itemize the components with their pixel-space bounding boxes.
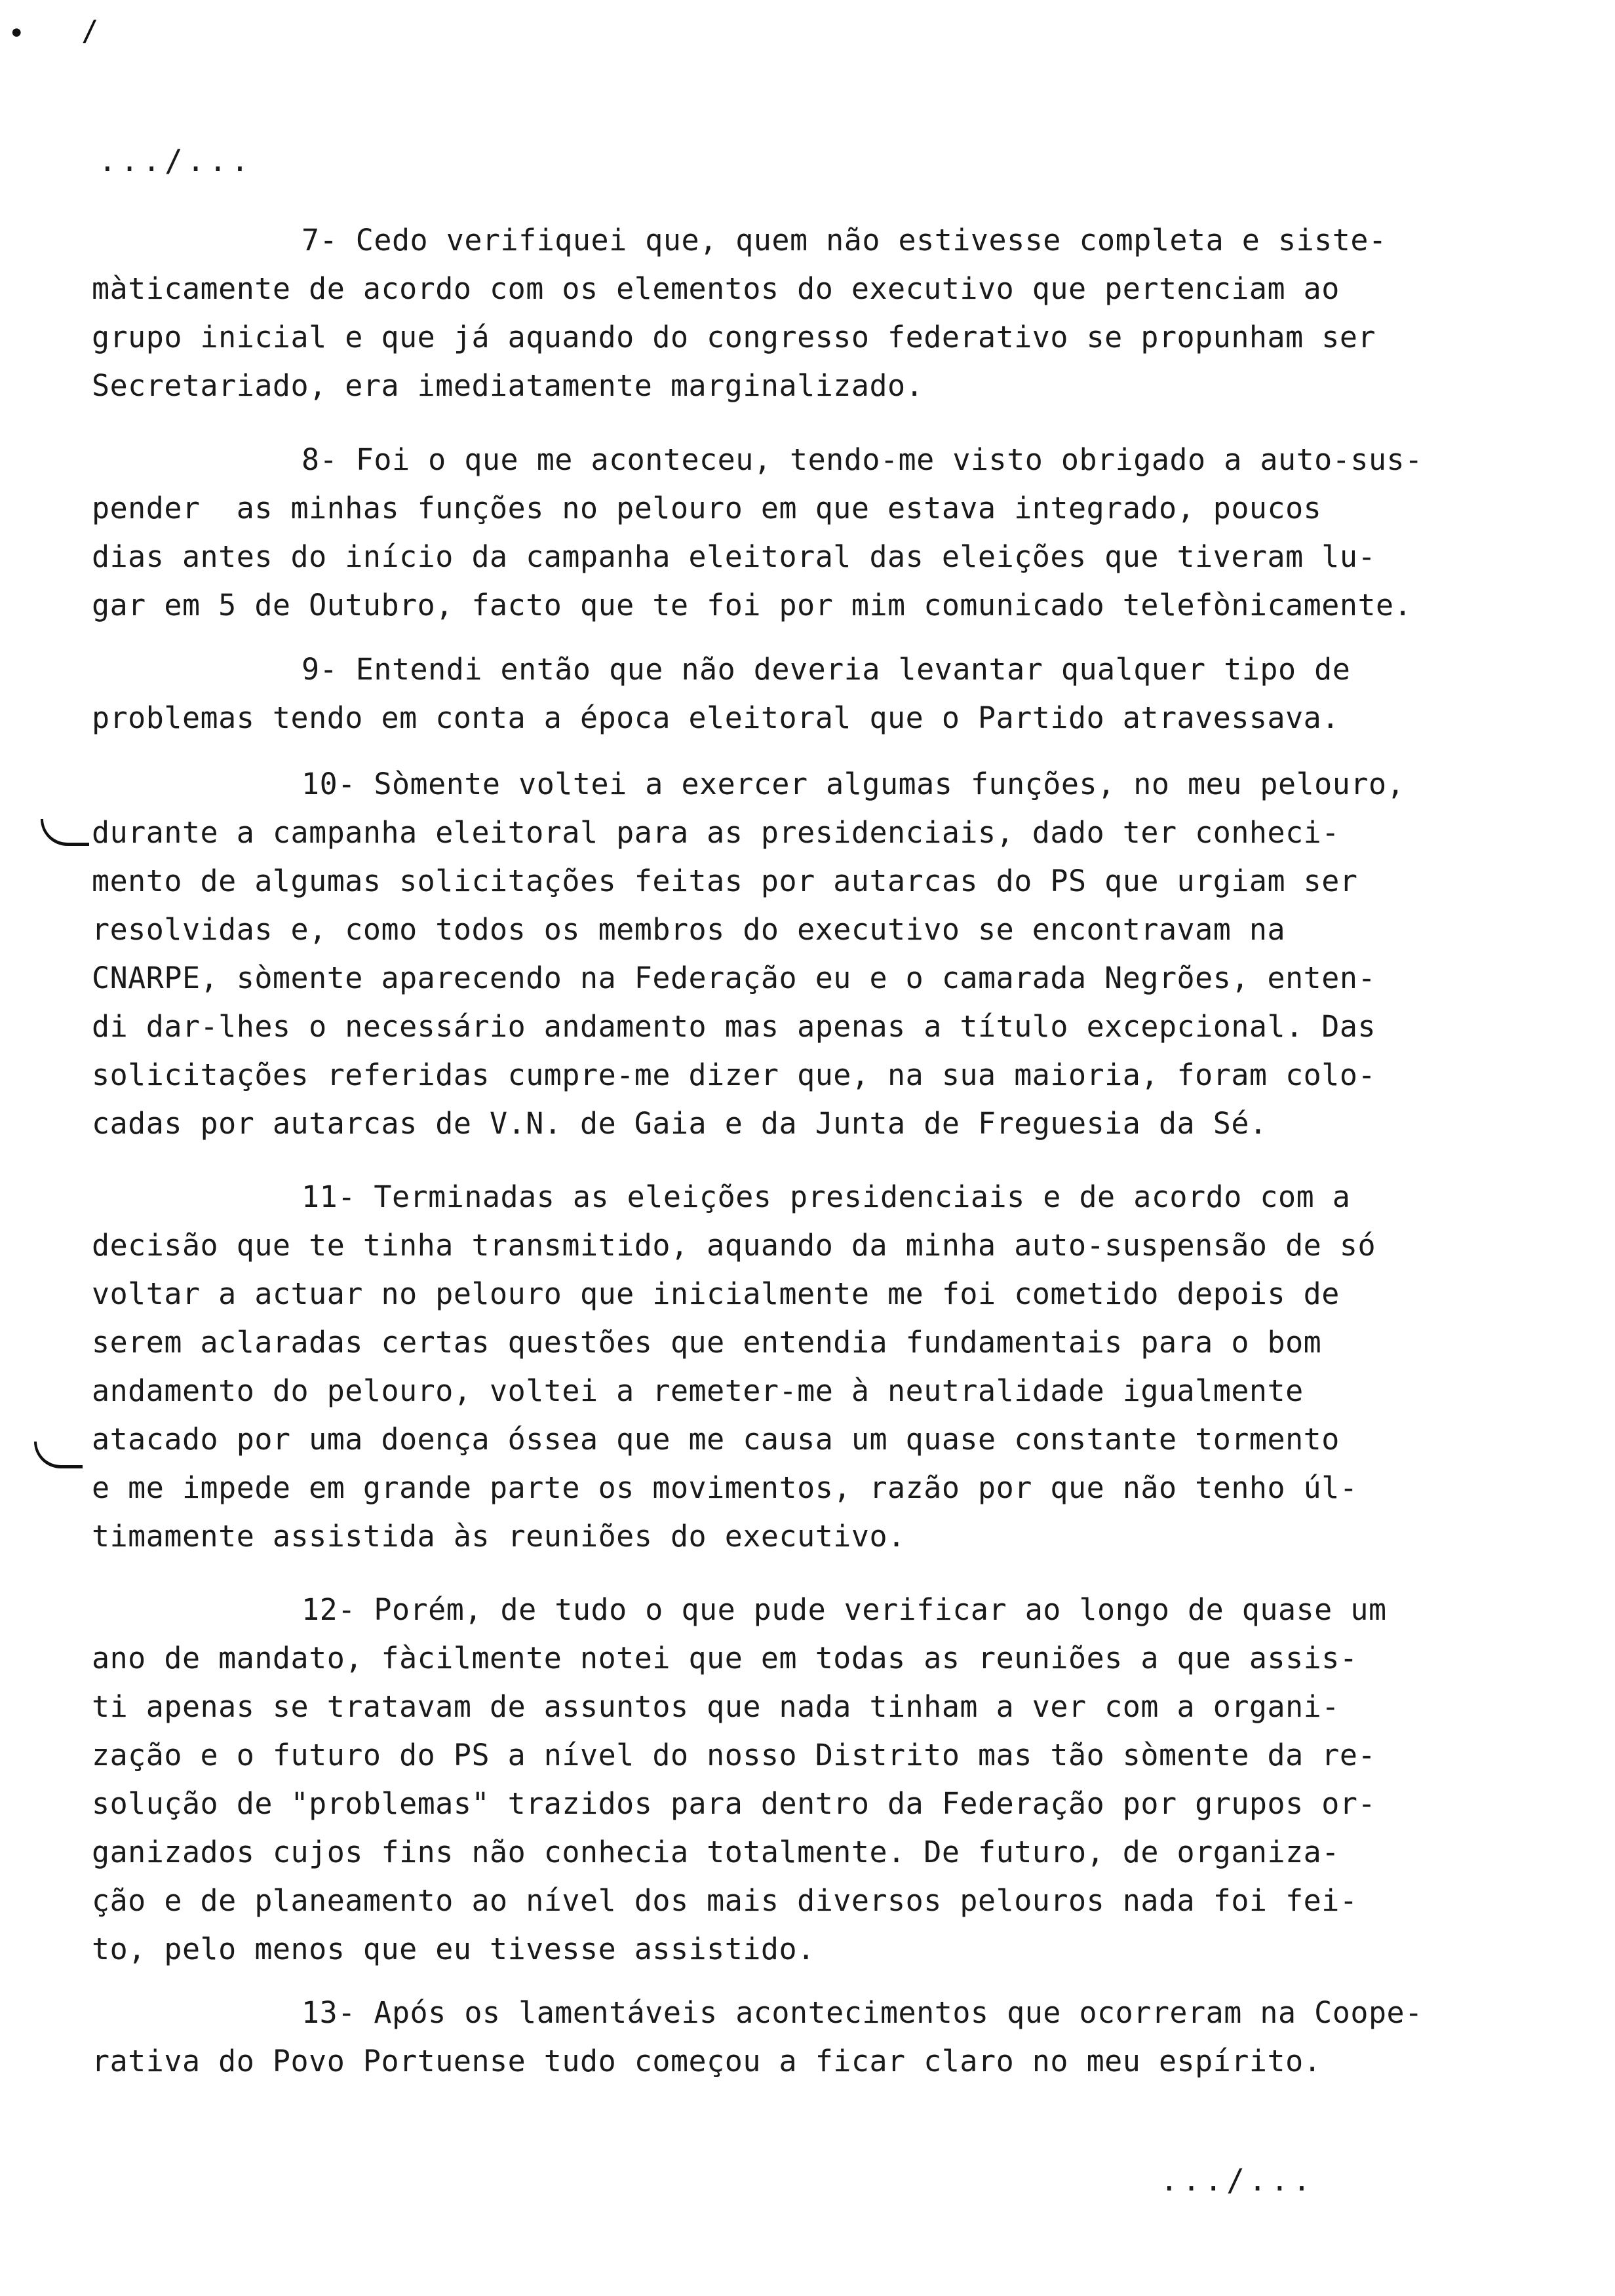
corner-tick-mark: / (81, 14, 99, 48)
text-line: andamento do pelouro, voltei a remeter-me à neutralidade igualmente (92, 1373, 1304, 1408)
text-line: solicitações referidas cumpre-me dizer que, na sua maioria, foram colo- (92, 1058, 1376, 1092)
text-line: Secretariado, era imediatamente marginalizado. (92, 368, 924, 403)
text-line: timamente assistida às reuniões do executivo. (92, 1519, 906, 1554)
text-line: mento de algumas solicitações feitas por autarcas do PS que urgiam ser (92, 864, 1358, 898)
text-line: rativa do Povo Portuense tudo começou a ficar claro no meu espírito. (92, 2044, 1322, 2078)
paragraph-p9 (92, 645, 1534, 742)
continuation-header: .../... (98, 143, 253, 178)
text-line: 8- Foi o que me aconteceu, tendo-me visto obrigado a auto-sus- (302, 442, 1423, 477)
margin-pencil-mark (34, 1442, 83, 1468)
text-line: ano de mandato, fàcilmente notei que em todas as reuniões a que assis- (92, 1641, 1358, 1675)
text-line: ganizados cujos fins não conhecia totalmente. De futuro, de organiza- (92, 1835, 1340, 1869)
paragraph-p7 (92, 216, 1534, 410)
text-line: durante a campanha eleitoral para as presidenciais, dado ter conheci- (92, 815, 1340, 850)
text-line: grupo inicial e que já aquando do congresso federativo se propunham ser (92, 320, 1376, 354)
paragraph-p11 (92, 1173, 1534, 1561)
corner-dot-mark: • (8, 17, 26, 50)
text-line: CNARPE, sòmente aparecendo na Federação eu e o camarada Negrões, enten- (92, 961, 1376, 995)
text-line: gar em 5 de Outubro, facto que te foi por mim comunicado telefònicamente. (92, 588, 1412, 622)
text-line: decisão que te tinha transmitido, aquando da minha auto-suspensão de só (92, 1228, 1376, 1263)
paragraph-p12 (92, 1586, 1534, 1974)
text-line: cadas por autarcas de V.N. de Gaia e da Junta de Freguesia da Sé. (92, 1106, 1268, 1141)
text-line: 7- Cedo verifiquei que, quem não estivesse completa e siste- (302, 223, 1387, 258)
text-line: màticamente de acordo com os elementos do executivo que pertenciam ao (92, 271, 1340, 306)
text-line: di dar-lhes o necessário andamento mas apenas a título excepcional. Das (92, 1009, 1376, 1044)
text-line: atacado por uma doença óssea que me causa um quase constante tormento (92, 1422, 1340, 1457)
text-line: problemas tendo em conta a época eleitoral que o Partido atravessava. (92, 700, 1340, 735)
text-line: ção e de planeamento ao nível dos mais diversos pelouros nada foi fei- (92, 1883, 1358, 1918)
text-line: to, pelo menos que eu tivesse assistido. (92, 1932, 815, 1966)
text-line: pender as minhas funções no pelouro em que estava integrado, poucos (92, 491, 1322, 526)
text-line: 10- Sòmente voltei a exercer algumas funções, no meu pelouro, (302, 767, 1405, 801)
paragraph-p10 (92, 760, 1534, 1148)
margin-pencil-mark (41, 819, 89, 846)
text-line: 12- Porém, de tudo o que pude verificar ao longo de quase um (302, 1592, 1387, 1627)
continuation-footer: .../... (1160, 2162, 1315, 2198)
text-line: 13- Após os lamentáveis acontecimentos que ocorreram na Coope- (302, 1995, 1423, 2030)
text-line: voltar a actuar no pelouro que inicialmente me foi cometido depois de (92, 1276, 1340, 1311)
text-line: dias antes do início da campanha eleitoral das eleições que tiveram lu- (92, 539, 1376, 574)
text-line: serem aclaradas certas questões que entendia fundamentais para o bom (92, 1325, 1322, 1360)
text-line: ti apenas se tratavam de assuntos que nada tinham a ver com a organi- (92, 1689, 1340, 1724)
paragraph-p8 (92, 436, 1534, 630)
text-line: 11- Terminadas as eleições presidenciais e de acordo com a (302, 1179, 1351, 1214)
text-line: zação e o futuro do PS a nível do nosso Distrito mas tão sòmente da re- (92, 1738, 1376, 1772)
paragraph-p13 (92, 1989, 1534, 2086)
text-line: resolvidas e, como todos os membros do executivo se encontravam na (92, 912, 1286, 947)
text-line: 9- Entendi então que não deveria levantar qualquer tipo de (302, 652, 1351, 687)
text-line: e me impede em grande parte os movimentos, razão por que não tenho úl- (92, 1470, 1358, 1505)
text-line: solução de "problemas" trazidos para dentro da Federação por grupos or- (92, 1786, 1376, 1821)
